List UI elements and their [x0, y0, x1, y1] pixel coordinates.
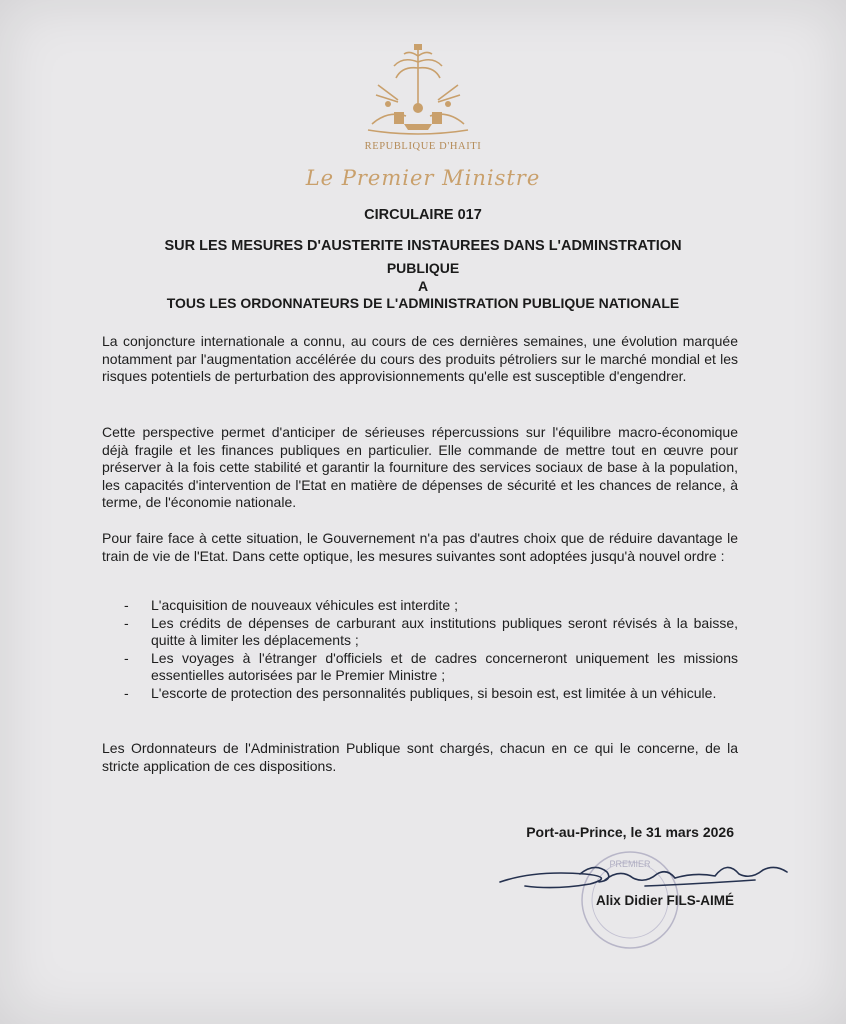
subject-line-2: PUBLIQUE — [386, 260, 460, 276]
recipients-line: TOUS LES ORDONNATEURS DE L'ADMINISTRATION PUBLIQUE NATIONALE — [166, 295, 680, 311]
measures-list — [124, 597, 738, 703]
coat-of-arms-emblem — [358, 40, 478, 140]
circular-number: CIRCULAIRE 017 — [364, 207, 482, 223]
signer-name: Alix Didier FILS-AIMÉ — [595, 893, 734, 908]
stamp-text: PREMIER — [609, 859, 651, 869]
measure-item: - L'escorte de protection des personnalités publiques, si besoin est, est limitée à un véhicule. — [124, 685, 738, 703]
paragraph-responsibility: Les Ordonnateurs de l'Administration Publique sont chargés, chacun en ce qui le concerne, de la stricte application de ces dispositions. — [102, 740, 738, 774]
subject-line-1: SUR LES MESURES D'AUSTERITE INSTAUREES DANS L'ADMINSTRATION — [164, 238, 682, 254]
republic-label: REPUBLIQUE D'HAITI — [364, 141, 482, 152]
measure-item: - L'acquisition de nouveaux véhicules est interdite ; — [124, 597, 738, 615]
measure-item: - Les voyages à l'étranger d'officiels et de cadres concerneront uniquement les missions essentielles autorisées par le Premier Ministre ; — [124, 650, 738, 685]
office-of-prime-minister: Le Premier Ministre — [305, 166, 541, 190]
place-and-date: Port-au-Prince, le 31 mars 2026 — [526, 824, 734, 840]
paragraph-perspective: Cette perspective permet d'anticiper de sérieuses répercussions sur l'équilibre macro-économique déjà fragile et les finances publiques en particulier. Elle commande de mettre tout en œuvre pour préserver à la fois cette stabilité et garantir la fourniture des services sociaux de base à la population, les capacités d'intervention de l'Etat en matière de dépenses de sécurité et les chances de relance, à terme, de l'économie nationale. — [102, 424, 738, 511]
addressed-to: A — [417, 278, 429, 294]
paragraph-measures-intro: Pour faire face à cette situation, le Gouvernement n'a pas d'autres choix que de réduire davantage le train de vie de l'Etat. Dans cette optique, les mesures suivantes sont adoptées jusqu'à nouvel ordre : — [102, 530, 738, 564]
measure-item: - Les crédits de dépenses de carburant aux institutions publiques seront révisés à la baisse, quitte à limiter les déplacements ; — [124, 615, 738, 650]
paragraph-context: La conjoncture internationale a connu, au cours de ces dernières semaines, une évolution marquée notamment par l'augmentation accélérée du cours des produits pétroliers sur le marché mondial et les risques potentiels de perturbation des approvisionnements qu'elle est susceptible d'engendrer. — [102, 333, 738, 385]
